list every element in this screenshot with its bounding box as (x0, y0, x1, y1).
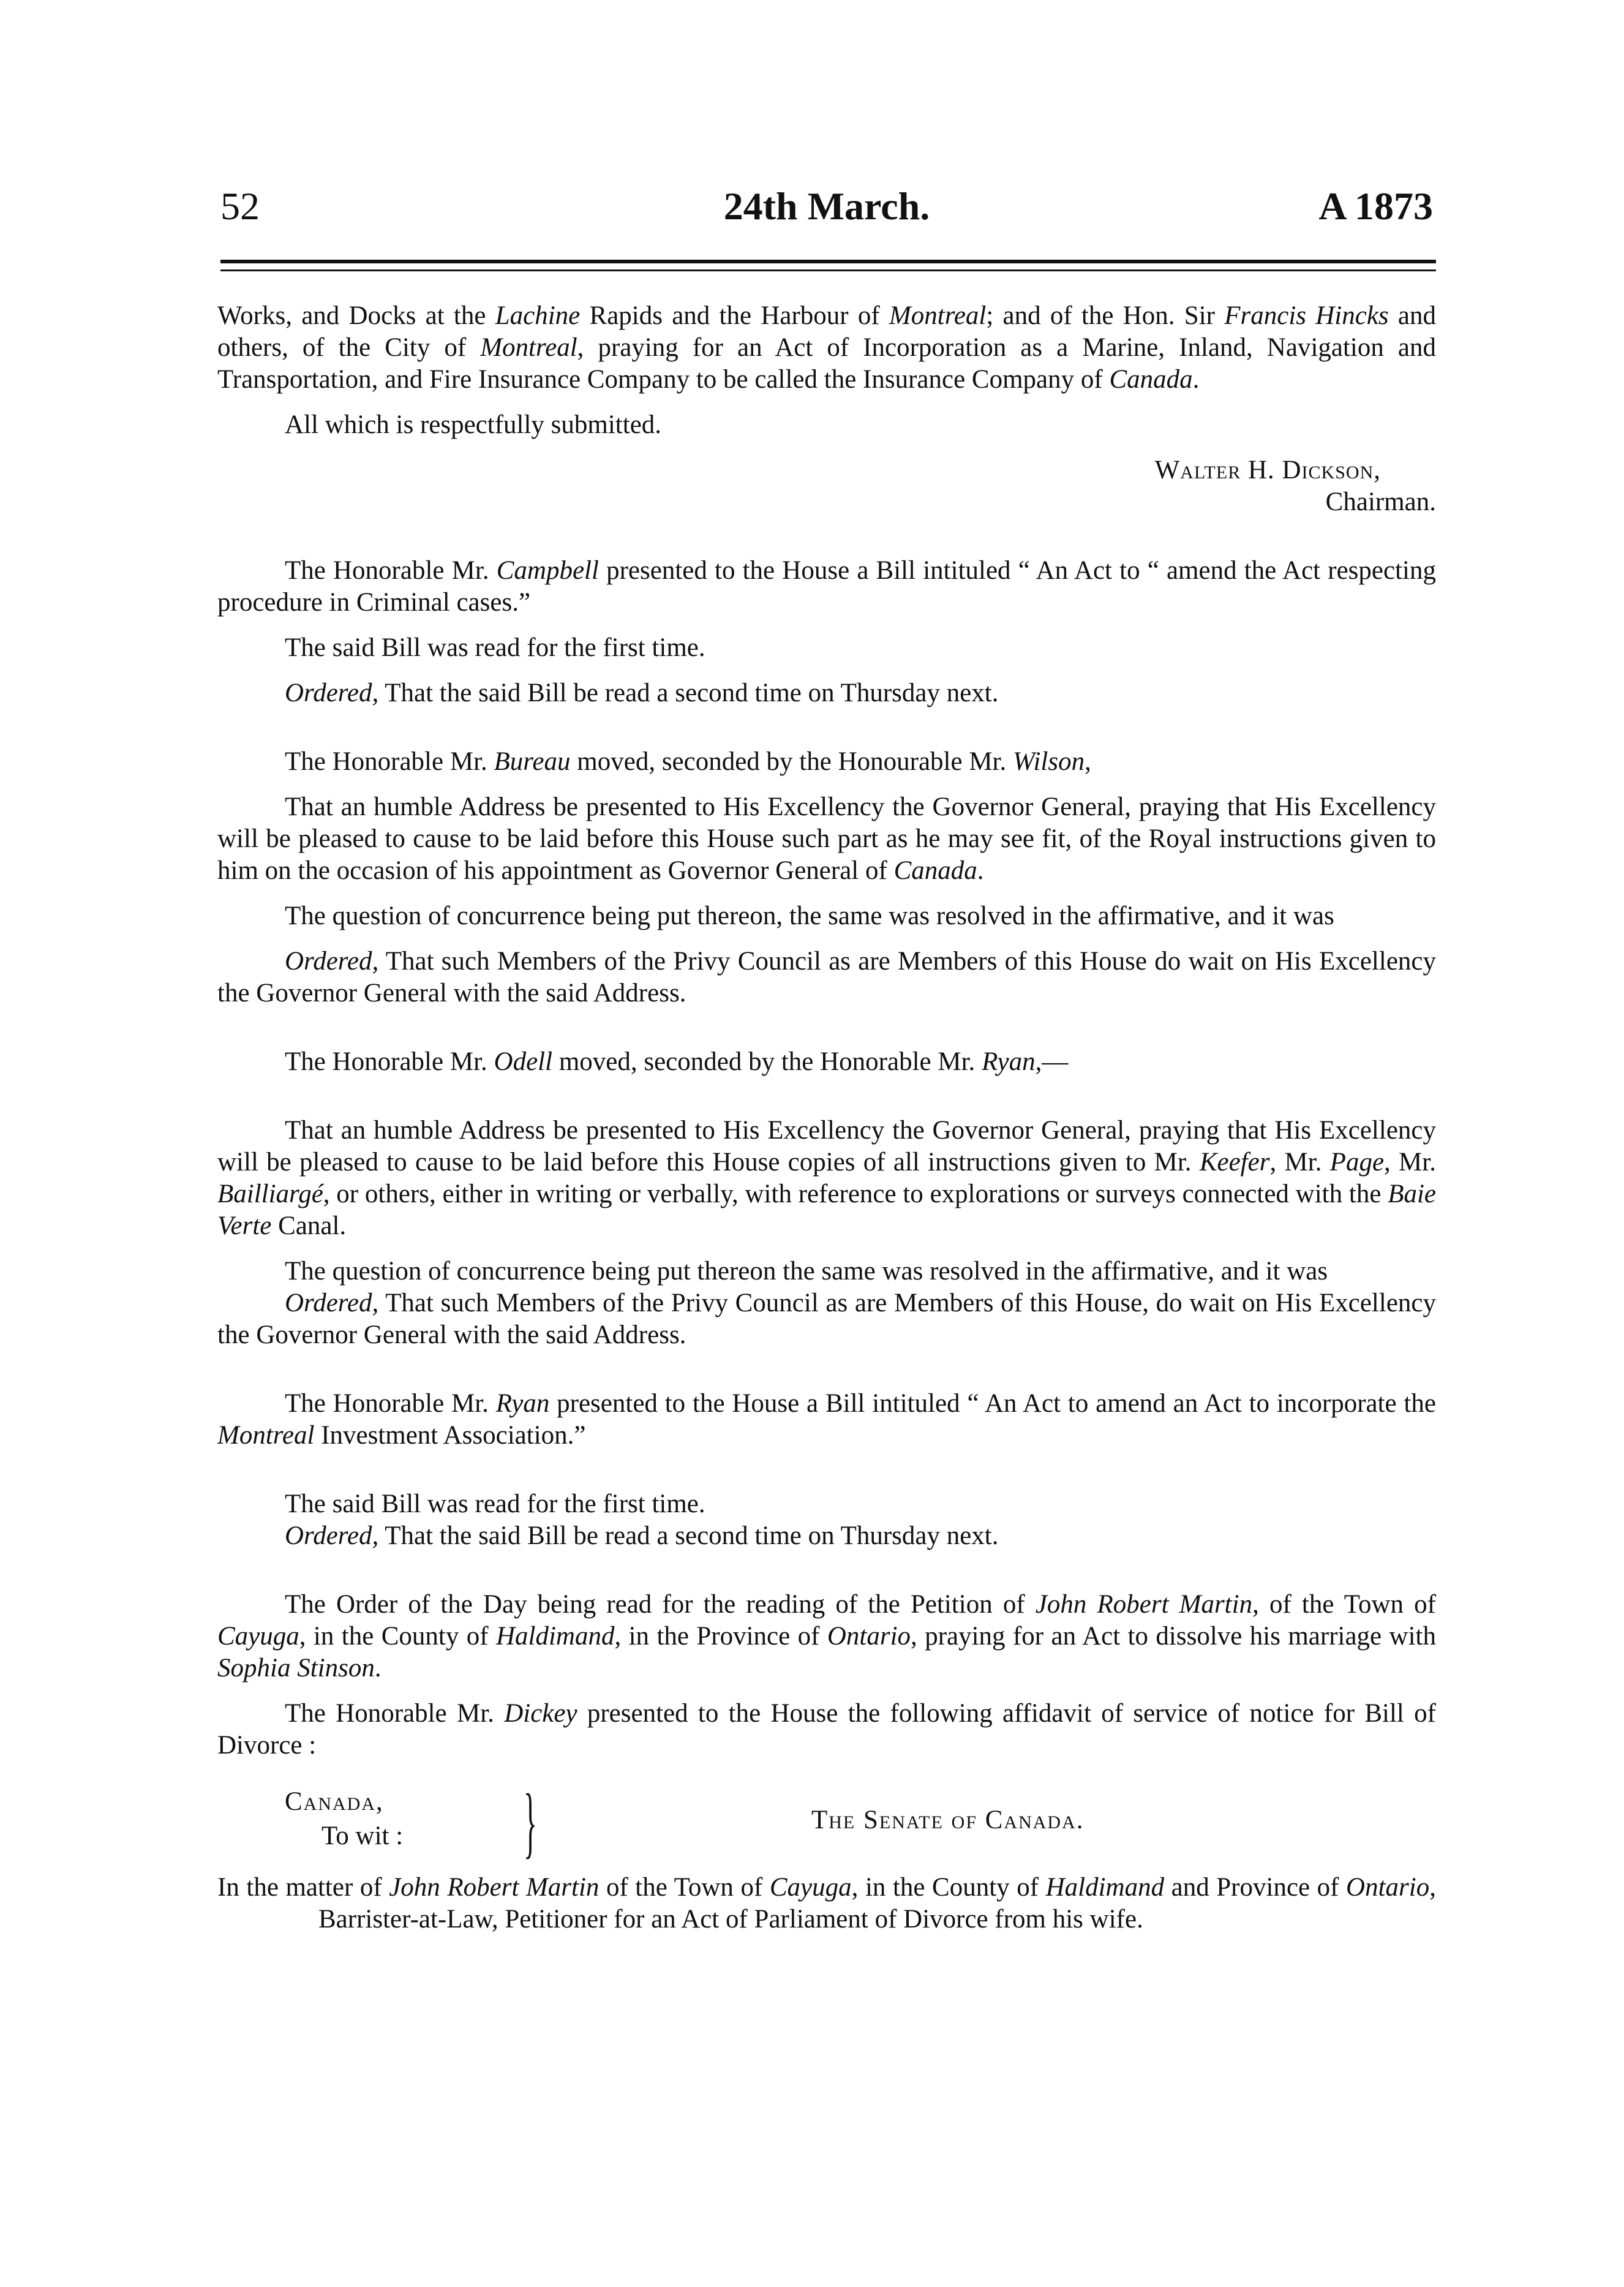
paragraph-address-canal: That an humble Address be presented to His Excellency the Governor General, praying that His Excellency will be pleased to cause to be laid before this House copies of all instructions given to Mr. Keefer, Mr. Page, Mr. Bailliargé, or others, either in writing or verbally, with reference to explorations or surveys connected with the Baie Verte Canal. (217, 1116, 1436, 1240)
signature-title: Chairman. (1325, 488, 1436, 516)
paragraph-ordered-wait-1: Ordered, That such Members of the Privy Council as are Members of this House do wait on His Excellency the Governor General with the said Address. (217, 947, 1436, 1008)
paragraph-ordered-wait-2: Ordered, That such Members of the Privy Council as are Members of this House, do wait on His Excellency the Governor General with the said Address. (217, 1289, 1436, 1349)
paragraph-concurrence-2: The question of concurrence being put thereon the same was resolved in the affirmative, and it was (285, 1257, 1328, 1286)
paragraph-first-reading: The said Bill was read for the first time. (285, 633, 705, 662)
signature-name: Walter H. Dickson, (1154, 456, 1381, 484)
affidavit-matter: In the matter of John Robert Martin of the Town of Cayuga, in the County of Haldimand and Province of Ontario, Barrister-at-Law, Petitioner for an Act of Parliament of Divorce from his wife. (217, 1873, 1436, 1934)
page-number: 52 (220, 184, 260, 228)
paragraph-submitted: All which is respectfully submitted. (285, 410, 662, 439)
affidavit-court: The Senate of Canada. (811, 1806, 1085, 1834)
paragraph-committee-report: Works, and Docks at the Lachine Rapids and the Harbour of Montreal; and of the Hon. Sir Francis Hincks and others, of the City of Montreal, praying for an Act of Incorporation as a Marine, Inland, Navigation and Transportation, and Fire Insurance Company to be called the Insurance Company of Canada. (217, 301, 1436, 394)
affidavit-heading (217, 1778, 1436, 1872)
paragraph-martin-petition: The Order of the Day being read for the reading of the Petition of John Robert Martin, of the Town of Cayuga, in the County of Haldimand, in the Province of Ontario, praying for an Act to dissolve his marriage with Sophia Stinson. (217, 1590, 1436, 1682)
header-date: 24th March. (723, 184, 930, 228)
paragraph-dickey-affidavit: The Honorable Mr. Dickey presented to the House the following affidavit of service of notice for Bill of Divorce : (217, 1699, 1436, 1760)
affidavit-to-wit: To wit : (321, 1822, 404, 1850)
affidavit-brace: } (524, 1778, 537, 1866)
paragraph-ordered-second-reading: Ordered, That the said Bill be read a second time on Thursday next. (285, 679, 999, 707)
affidavit-venue: Canada, (285, 1787, 384, 1816)
paragraph-ryan-bill: The Honorable Mr. Ryan presented to the House a Bill intituled “ An Act to amend an Act to incorporate the Montreal Investment Association.” (217, 1389, 1436, 1450)
header-rule-thick (220, 260, 1436, 263)
header-rule-thin (220, 269, 1436, 271)
paragraph-concurrence-1: The question of concurrence being put thereon, the same was resolved in the affirmative, and it was (285, 902, 1334, 930)
document-body (217, 300, 1436, 1935)
paragraph-odell-motion: The Honorable Mr. Odell moved, seconded by the Honorable Mr. Ryan,— (285, 1047, 1069, 1076)
paragraph-ordered-second-reading-2: Ordered, That the said Bill be read a second time on Thursday next. (285, 1521, 999, 1550)
page-header (220, 184, 1433, 257)
paragraph-campbell-bill: The Honorable Mr. Campbell presented to the House a Bill intituled “ An Act to “ amend the Act respecting procedure in Criminal cases.” (217, 556, 1436, 617)
paragraph-address-royal-instructions: That an humble Address be presented to His Excellency the Governor General, praying that His Excellency will be pleased to cause to be laid before this House such part as he may see fit, of the Royal instructions given to him on the occasion of his appointment as Governor General of Canada. (217, 793, 1436, 885)
paragraph-bureau-motion: The Honorable Mr. Bureau moved, seconded by the Honourable Mr. Wilson, (285, 747, 1091, 776)
paragraph-first-reading-2: The said Bill was read for the first time. (285, 1490, 705, 1518)
header-year: A 1873 (1318, 184, 1433, 228)
